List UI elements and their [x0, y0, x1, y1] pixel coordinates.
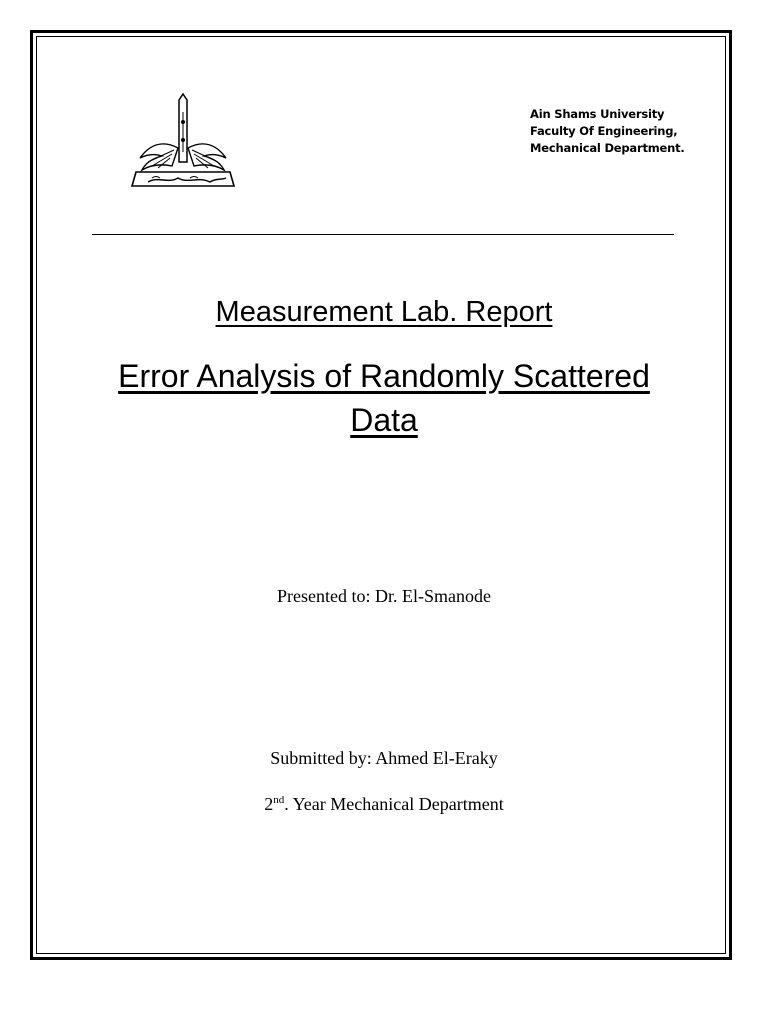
year-department — [40, 794, 728, 815]
report-subtitle-line1: Error Analysis of Randomly Scattered — [118, 358, 650, 394]
year-number: 2 — [264, 794, 274, 814]
university-seal-icon — [118, 92, 258, 202]
department-name: Mechanical Department. — [530, 141, 685, 155]
university-name: Ain Shams University — [530, 107, 665, 121]
report-subtitle-line2: Data — [350, 402, 418, 438]
year-rest: . Year Mechanical Department — [284, 794, 504, 814]
faculty-name: Faculty Of Engineering, — [530, 124, 678, 138]
institution-block — [530, 106, 685, 157]
submitted-by: Submitted by: Ahmed El-Eraky — [270, 748, 498, 768]
report-subtitle — [40, 354, 728, 442]
report-title: Measurement Lab. Report — [215, 296, 553, 328]
presented-to: Presented to: Dr. El-Smanode — [277, 586, 491, 606]
header-divider — [92, 234, 674, 235]
year-ordinal-suffix: nd — [273, 794, 285, 806]
